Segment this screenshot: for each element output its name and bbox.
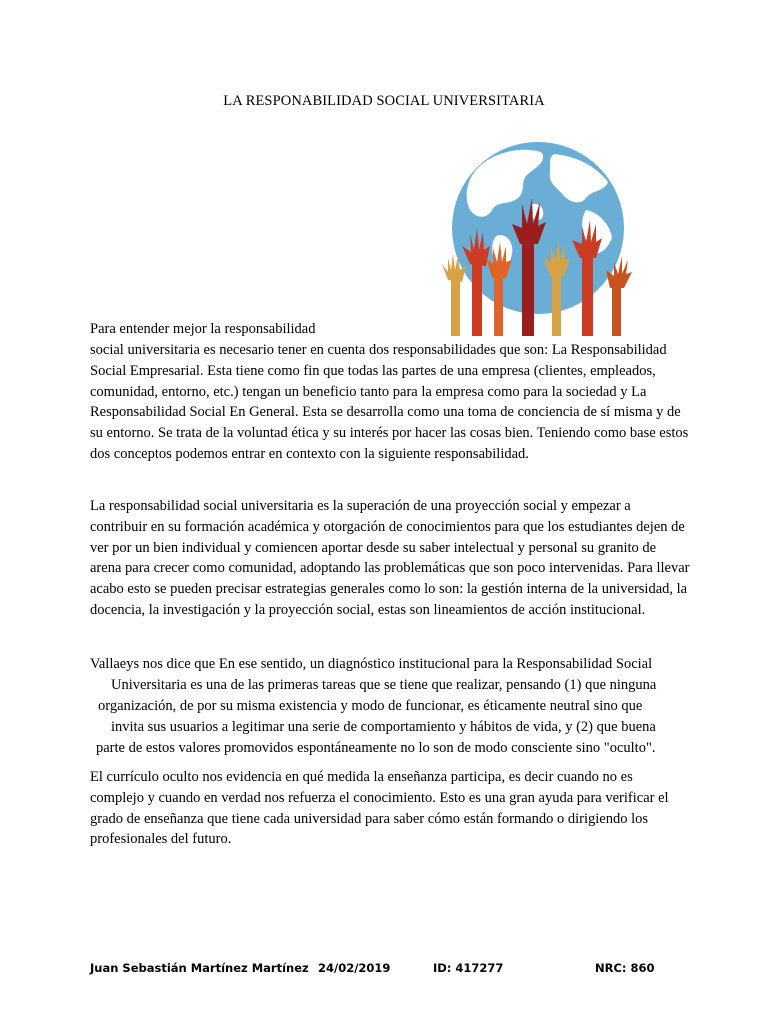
quote-line-4: invita sus usuarios a legitimar una serie de comportamiento y hábitos de vida, y (2) que buena (111, 719, 656, 735)
footer-nrc: NRC: 860 (595, 961, 655, 975)
quote-line-5: parte de estos valores promovidos espontáneamente no lo son de modo consciente sino "oculto". (96, 740, 656, 756)
footer-id: ID: 417277 (433, 961, 504, 975)
document-title: LA RESPONABILIDAD SOCIAL UNIVERSITARIA (223, 93, 545, 109)
footer-date: 24/02/2019 (318, 961, 391, 975)
quote-line-1: Vallaeys nos dice que En ese sentido, un diagnóstico institucional para la Responsabilidad Social (90, 656, 653, 672)
globe-hands-icon (436, 140, 640, 336)
paragraph-1: social universitaria es necesario tener en cuenta dos responsabilidades que son: La Responsabilidad Social Empresarial. Esta tiene como fin que todas las partes de una empresa (clientes, empleados, comunidad, entorno, etc.) tengan un beneficio tanto para la empresa como para la sociedad y La Responsabilidad Social En General. Esta se desarrolla como una toma de conciencia de sí misma y de su entorno. Se trata de la voluntad ética y su interés por hacer las cosas bien. Teniendo como base estos dos conceptos podemos entrar en contexto con la siguiente responsabilidad. (90, 342, 689, 462)
footer (0, 961, 768, 981)
quote-line-3: organización, de por su misma existencia y modo de funcionar, es éticamente neutral sino que (98, 698, 643, 714)
footer-author: Juan Sebastián Martínez Martínez (90, 961, 309, 975)
paragraph-2: La responsabilidad social universitaria es la superación de una proyección social y empezar a contribuir en su formación académica y otorgación de conocimientos para que los estudiantes dejen de ver por un bien individual y comiencen aportar desde su saber intelectual y personal su granito de arena para crecer como comunidad, adoptando las problemáticas que son poco intervenidas. Para llevar acabo esto se pueden precisar estrategias generales como lo son: la gestión interna de la universidad, la docencia, la investigación y la proyección social, estas son lineamientos de acción institucional. (90, 498, 690, 618)
paragraph-1-first-line: Para entender mejor la responsabilidad (90, 321, 316, 337)
paragraph-4: El currículo oculto nos evidencia en qué medida la enseñanza participa, es decir cuando no es complejo y cuando en verdad nos refuerza el conocimiento. Esto es una gran ayuda para verificar el grado de enseñanza que tiene cada universidad para saber cómo están formando o dirigiendo los profesionales del futuro. (90, 769, 669, 848)
quote-line-2: Universitaria es una de las primeras tareas que se tiene que realizar, pensando (1) que ninguna (111, 677, 657, 693)
